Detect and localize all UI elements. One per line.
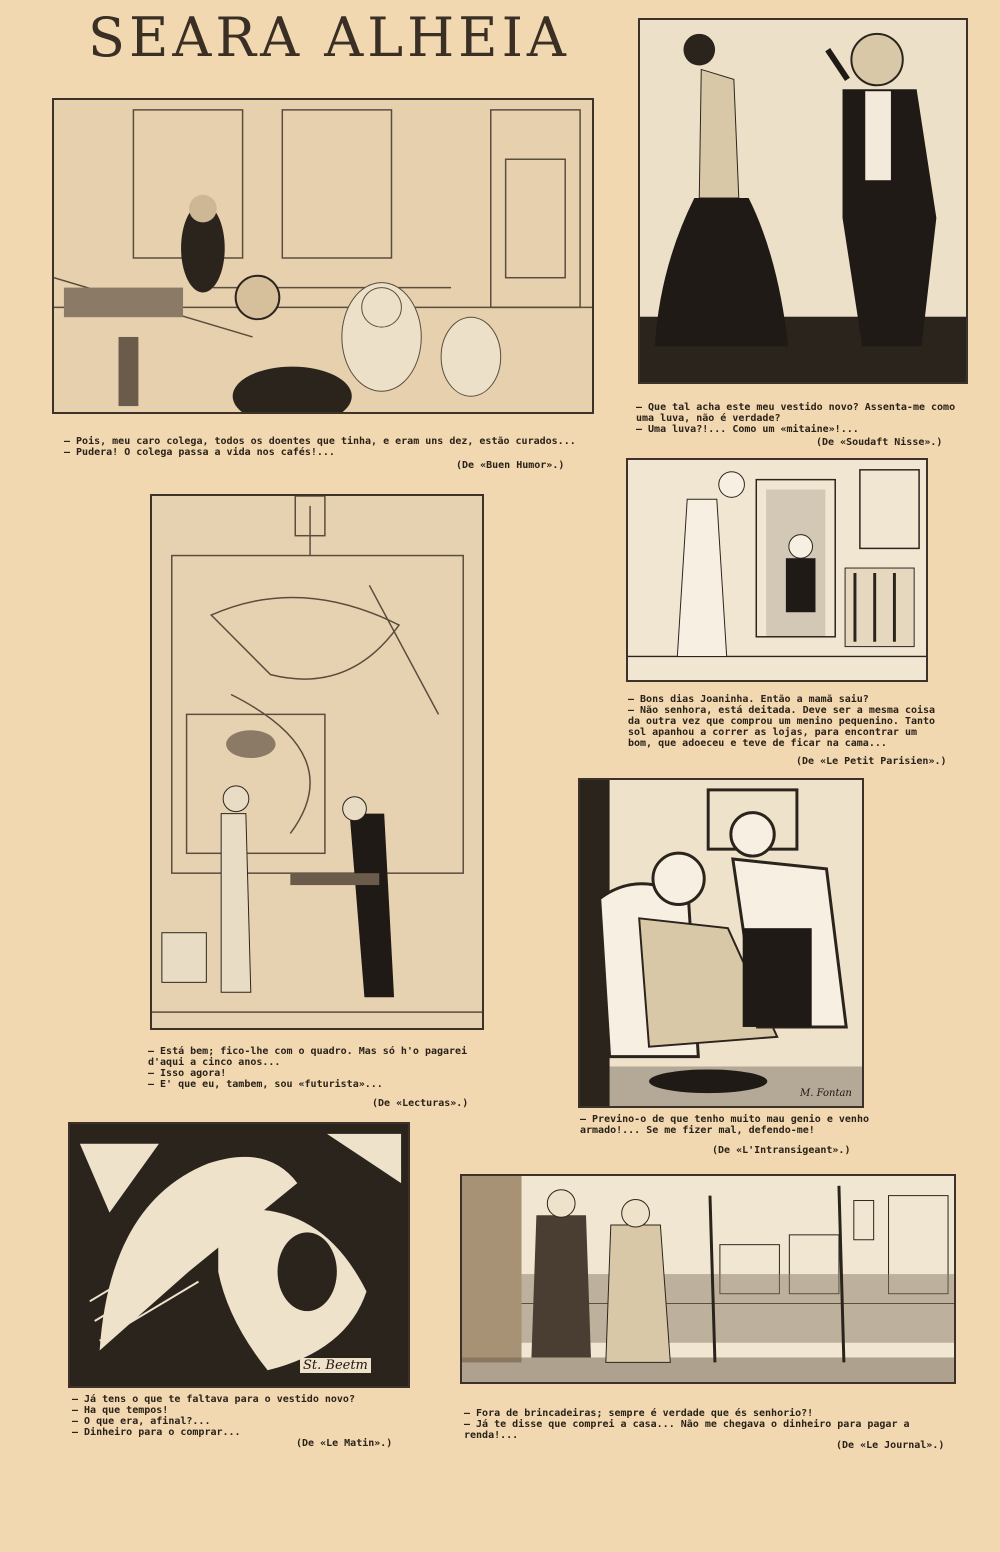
cartoon-dress-source: (De «Soudaft Nisse».) bbox=[816, 437, 943, 448]
cartoon-painting-source: (De «Lecturas».) bbox=[372, 1098, 469, 1109]
cartoon-dress-illustration bbox=[638, 18, 968, 384]
cartoon-cafe-source: (De «Buen Humor».) bbox=[456, 460, 565, 471]
cartoon-barber-source: (De «L'Intransigeant».) bbox=[712, 1145, 851, 1156]
cartoon-cafe-illustration bbox=[52, 98, 594, 414]
cartoon-landlord-source: (De «Le Journal».) bbox=[836, 1440, 945, 1451]
cartoon-door-illustration bbox=[626, 458, 928, 682]
cartoon-door-source: (De «Le Petit Parisien».) bbox=[796, 756, 947, 767]
cartoon-woodcut-caption: — Já tens o que te faltava para o vestido novo? — Ha que tempos! — O que era, afinal?... — Dinheiro para o comprar... bbox=[72, 1394, 355, 1438]
cartoon-barber-caption: — Previno-o de que tenho muito mau genio e venho armado!... Se me fizer mal, defendo-me! bbox=[580, 1114, 869, 1136]
cartoon-barber-signature: M. Fontan bbox=[800, 1088, 852, 1099]
cartoon-woodcut-illustration bbox=[68, 1122, 410, 1388]
cartoon-landlord-caption: — Fora de brincadeiras; sempre é verdade que és senhorio?! — Já te disse que comprei a casa... Não me chegava o dinheiro para pagar a renda!... bbox=[464, 1408, 910, 1441]
cartoon-painting-caption: — Está bem; fico-lhe com o quadro. Mas só h'o pagarei d'aqui a cinco anos... — Isso agora! — E' que eu, tambem, sou «futurista»... bbox=[148, 1046, 468, 1090]
cartoon-barber-illustration bbox=[578, 778, 864, 1108]
page-title: SEARA ALHEIA bbox=[88, 6, 570, 69]
cartoon-woodcut-source: (De «Le Matin».) bbox=[296, 1438, 393, 1449]
cartoon-painting-illustration bbox=[150, 494, 484, 1030]
cartoon-dress-caption: — Que tal acha este meu vestido novo? Assenta-me como uma luva, não é verdade? — Uma luva?!... Como um «mitaine»!... bbox=[636, 402, 956, 435]
cartoon-door-caption: — Bons dias Joaninha. Então a mamã saiu? — Não senhora, está deitada. Deve ser a mesma coisa da outra vez que comprou um menino pequenino. Tanto sol apanhou a correr as lojas, para encontrar um bom, que adoeceu e teve de ficar na cama... bbox=[628, 694, 936, 749]
cartoon-cafe-caption: — Pois, meu caro colega, todos os doentes que tinha, e eram uns dez, estão curados... — Pudera! O colega passa a vida nos cafés!... bbox=[64, 436, 576, 458]
cartoon-woodcut-signature: St. Beetm bbox=[300, 1358, 371, 1373]
cartoon-landlord-illustration bbox=[460, 1174, 956, 1384]
